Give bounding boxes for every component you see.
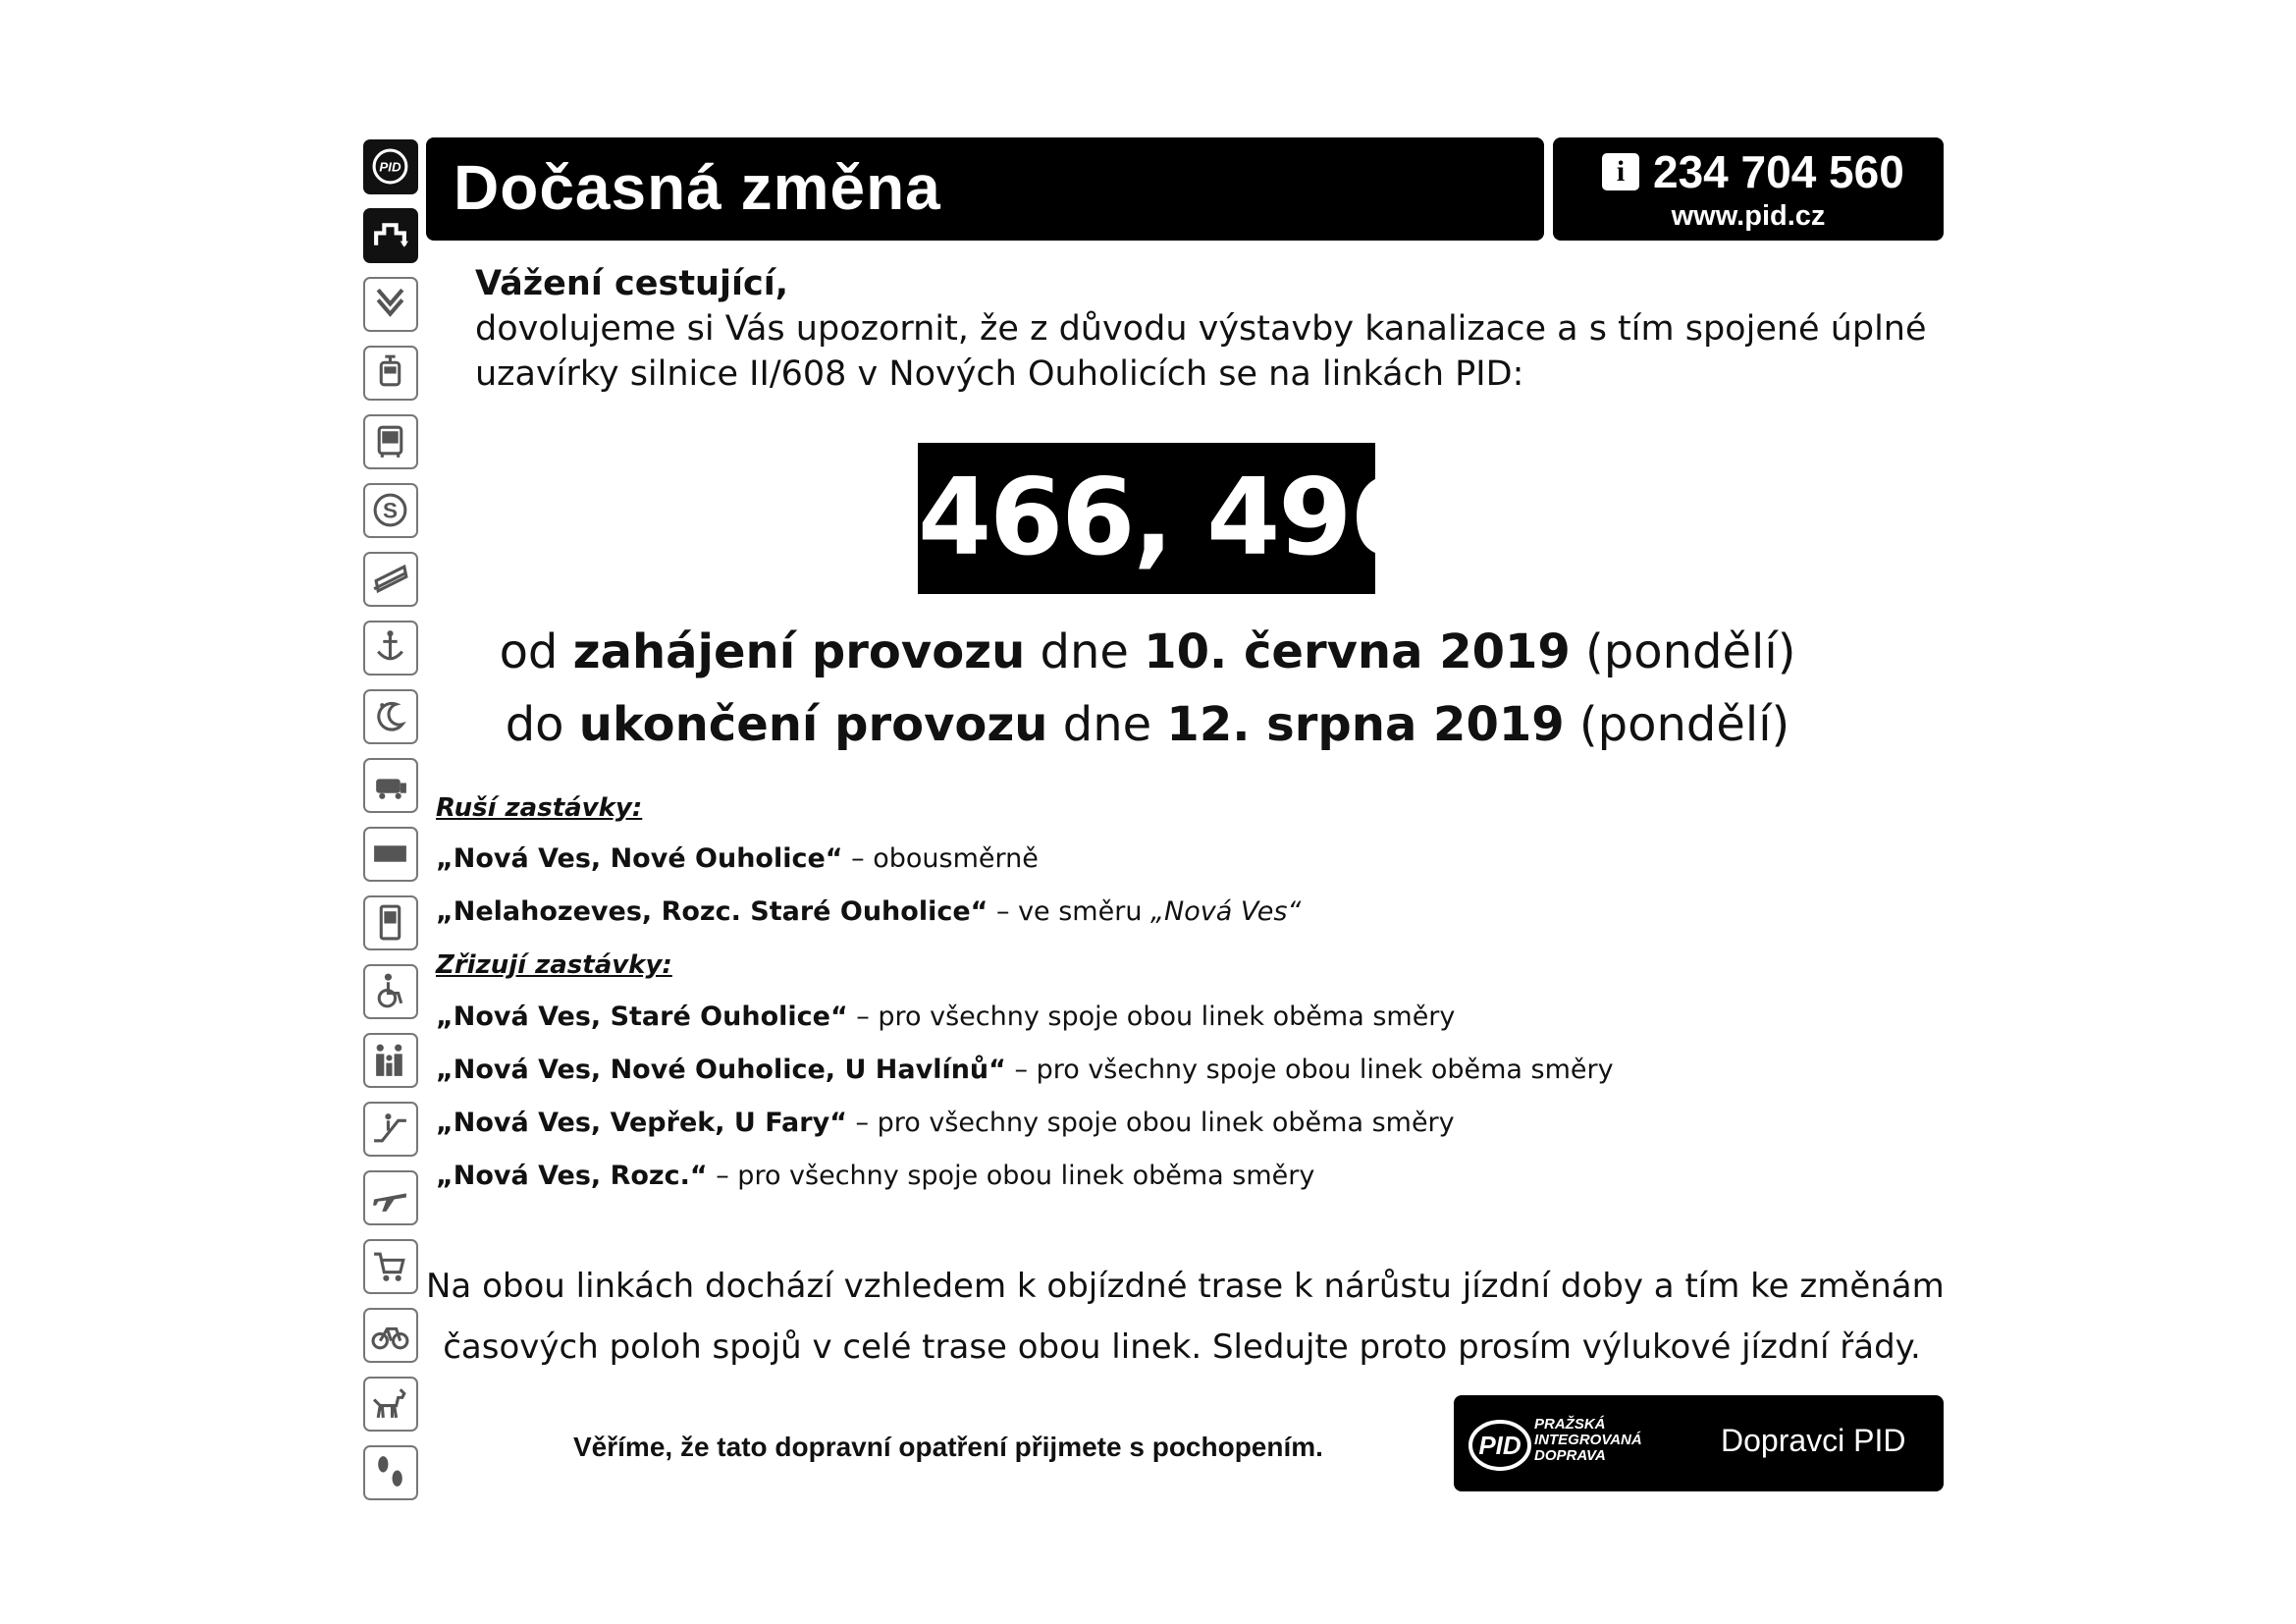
line-numbers: 466, 496	[918, 457, 1422, 579]
date-to	[426, 697, 1869, 752]
date-to-day: (pondělí)	[1564, 697, 1790, 752]
list-item	[436, 1108, 1455, 1138]
stop-detail: – pro všechny spoje obou linek oběma směry	[707, 1161, 1315, 1191]
note-line-1: Na obou linkách dochází vzhledem k objízdné trase k nárůstu jízdní doby a tím ke změnám	[426, 1267, 1945, 1306]
intro-line-1: dovolujeme si Vás upozornit, že z důvodu výstavby kanalizace a s tím spojené úplné	[475, 309, 1927, 349]
info-box	[1553, 137, 1944, 241]
bus-icon	[363, 414, 418, 469]
list-item	[436, 1161, 1314, 1191]
intro-line-2: uzavírky silnice II/608 v Nových Ouholicích se na linkách PID:	[475, 354, 1524, 394]
date-to-mid: dne	[1047, 697, 1167, 752]
airport-icon	[363, 1170, 418, 1225]
stop-detail: – pro všechny spoje obou linek oběma směry	[1005, 1055, 1614, 1085]
org-line-3: DOPRAVA	[1534, 1447, 1606, 1464]
list-item	[436, 896, 1301, 927]
pid-logo	[1468, 1419, 1532, 1472]
metro-icon	[363, 277, 418, 332]
org-line-1: PRAŽSKÁ	[1534, 1416, 1606, 1433]
pid-logo-icon	[363, 139, 418, 194]
greeting: Vážení cestující,	[475, 264, 788, 303]
lines-box	[918, 443, 1422, 594]
stop-detail: – pro všechny spoje obou linek oběma směry	[847, 1001, 1456, 1032]
dog-icon	[363, 1377, 418, 1432]
date-from-prefix: od	[499, 624, 573, 679]
stop-detail: – pro všechny spoje obou linek oběma směry	[846, 1108, 1455, 1138]
family-icon	[363, 1033, 418, 1088]
list-item	[436, 843, 1039, 874]
org-line-2: INTEGROVANÁ	[1534, 1432, 1642, 1448]
pedestrian-icon	[363, 1445, 418, 1500]
note-line-2: časových poloh spojů v celé trase obou linek. Sledujte proto prosím výlukové jízdní řády.	[443, 1327, 1921, 1367]
intro	[475, 261, 1928, 397]
pid-logo-text: PID	[1478, 1431, 1522, 1460]
mobile-ticket-icon	[363, 895, 418, 950]
page-title: Dočasná změna	[454, 152, 941, 223]
closing-text: Věříme, že tato dopravní opatření přijmete s pochopením.	[573, 1432, 1323, 1462]
ticket-icon	[363, 827, 418, 882]
svg-text:PID: PID	[379, 159, 401, 175]
date-from	[426, 624, 1869, 679]
cancelled-heading: Ruší zastávky:	[436, 793, 643, 823]
title-bar	[426, 137, 1544, 241]
date-from-day: (pondělí)	[1570, 624, 1796, 679]
date-to-event: ukončení provozu	[578, 697, 1048, 752]
info-website: www.pid.cz	[1671, 200, 1826, 232]
list-item	[436, 1055, 1614, 1085]
date-to-prefix: do	[505, 697, 579, 752]
list-item	[436, 1001, 1455, 1032]
info-phone: 234 704 560	[1653, 146, 1904, 197]
ferry-icon	[363, 621, 418, 676]
date-to-date: 12. srpna 2019	[1166, 697, 1565, 752]
suburban-train-icon	[363, 483, 418, 538]
established-heading: Zřizují zastávky:	[436, 950, 672, 980]
stop-name: „Nová Ves, Vepřek, U Fary“	[436, 1108, 847, 1138]
stroller-icon	[363, 1239, 418, 1294]
stop-direction: „Nová Ves“	[1150, 896, 1302, 927]
wheelchair-icon	[363, 964, 418, 1019]
stop-detail: – ve směru	[988, 896, 1151, 927]
stop-name: „Nová Ves, Nové Ouholice, U Havlínů“	[436, 1055, 1006, 1085]
info-icon: i	[1602, 153, 1639, 190]
bicycle-icon	[363, 1308, 418, 1363]
funicular-icon	[363, 552, 418, 607]
stop-name: „Nelahozeves, Rozc. Staré Ouholice“	[436, 896, 988, 927]
org-name	[1534, 1417, 1672, 1464]
date-from-date: 10. června 2019	[1144, 624, 1571, 679]
date-from-event: zahájení provozu	[572, 624, 1026, 679]
night-icon	[363, 689, 418, 744]
footer-box	[1454, 1395, 1944, 1491]
stop-name: „Nová Ves, Rozc.“	[436, 1161, 708, 1191]
stop-name: „Nová Ves, Staré Ouholice“	[436, 1001, 848, 1032]
date-from-mid: dne	[1025, 624, 1145, 679]
stop-name: „Nová Ves, Nové Ouholice“	[436, 843, 843, 874]
detour-icon	[363, 208, 418, 263]
escalator-icon	[363, 1102, 418, 1157]
svg-text:S: S	[382, 498, 399, 523]
stop-detail: – obousměrně	[842, 843, 1039, 874]
operator-name: Dopravci PID	[1721, 1423, 1906, 1458]
replacement-bus-icon	[363, 758, 418, 813]
tram-icon	[363, 346, 418, 401]
